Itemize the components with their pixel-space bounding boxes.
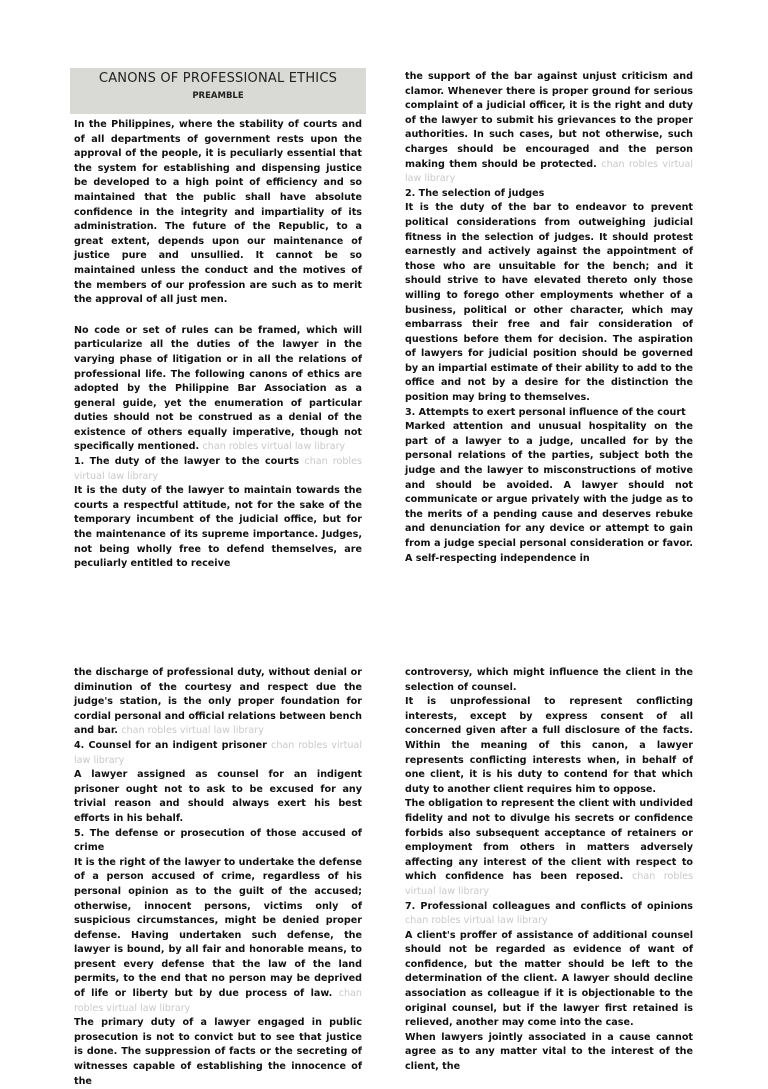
column-right [405,70,693,566]
paragraph: A client's proffer of assistance of additional counsel should not be regarded as evidence of want of confidence, but the matter should be left to the determination of the client. A lawyer should decline association as colleague if it is objectionable to the original counsel, but if the lawyer first retained is relieved, another may come into the case. [405,929,693,1029]
paragraph: When lawyers jointly associated in a cause cannot agree as to any matter vital to the interest of the client, the [405,1031,693,1073]
paragraph: It is unprofessional to represent conflicting interests, except by express consent of all concerned given after a full disclosure of the facts. Within the meaning of this canon, a lawyer represents conflicting interests when, in behalf of one client, it is his duty to contend for that which duty to another client requires him to oppose. [405,696,693,795]
paragraph: the discharge of professional duty, without denial or diminution of the courtesy and respect due the judge's station, is the only proper foundation for cordial personal and official relations between bench and bar. chan robles virtual law library [74,667,362,737]
paragraph: the support of the bar against unjust criticism and clamor. Whenever there is proper ground for serious complaint of a judicial officer, it is the right and duty of the lawyer to submit his grievances to the proper authorities. In such cases, but not otherwise, such charges should be encouraged and the person making them should be protected. chan robles virtual law library [405,71,693,185]
watermark-text: chan robles virtual law library [121,725,264,737]
column-right [405,666,693,1075]
watermark-text: chan robles virtual law library [74,456,362,482]
section-heading: 1. The duty of the lawyer to the courts chan robles virtual law library [74,456,362,482]
section-heading: 7. Professional colleagues and conflicts of opinions chan robles virtual law library [405,900,693,927]
paragraph: In the Philippines, where the stability of courts and of all departments of government rests upon the approval of the people, it is peculiarly essential that the system for establishing and dispensing justice be developed to a high point of efficiency and so maintained that the public shall have absolute confidence in the integrity and impartiality of its administration. The future of the Republic, to a great extent, depends upon our maintenance of justice pure and unsullied. It cannot be so maintained unless the conduct and the motives of the members of our profession are such as to merit the approval of all just men. [74,119,362,306]
title-box [70,68,366,114]
paragraph: The obligation to represent the client with undivided fidelity and not to divulge his secrets or confidence forbids also subsequent acceptance of retainers or employment from others in matters adversely affecting any interest of the client with respect to which confidence has been reposed. chan robles virtual law library [405,798,694,897]
column-left [74,118,362,572]
watermark-text: chan robles virtual law library [405,158,693,185]
paragraph: controversy, which might influence the client in the selection of counsel. [405,667,693,693]
watermark-text: chan robles virtual law library [405,915,548,927]
paragraph: No code or set of rules can be framed, which will particularize all the duties of the lawyer in the varying phase of litigation or in all the relations of professional life. The following canons of ethics are adopted by the Philippine Bar Association as a general guide, yet the enumeration of particular duties should not be construed as a denial of the existence of others equally imperative, though not specifically mentioned. chan robles virtual law library [74,324,362,453]
document-title: CANONS OF PROFESSIONAL ETHICS [98,71,338,86]
section-heading: 4. Counsel for an indigent prisoner chan robles virtual law library [74,739,362,766]
section-heading: 3. Attempts to exert personal influence of the court [405,406,686,418]
section-heading: 5. The defense or prosecution of those accused of crime [74,827,362,854]
document-subtitle: PREAMBLE [192,91,244,101]
watermark-text: chan robles virtual law library [405,871,694,897]
paragraph: It is the right of the lawyer to undertake the defense of a person accused of crime, regardless of his personal opinion as to the guilt of the accused; otherwise, innocent persons, victims only of suspicious circumstances, might be denied proper defense. Having undertaken such defense, the lawyer is bound, by all fair and honorable means, to present every defense that the law of the land permits, to the end that no person may be deprived of life or liberty but by due process of law. chan robles virtual law library [74,856,363,1014]
watermark-text: chan robles virtual law library [74,739,362,766]
paragraph: It is the duty of the lawyer to maintain towards the courts a respectful attitude, not for the sake of the temporary incumbent of the judicial office, but for the maintenance of its supreme importance. Judges, not being wholly free to defend themselves, are peculiarly entitled to receive [74,485,362,570]
document-page-2 [0,662,768,1087]
paragraph: The primary duty of a lawyer engaged in public prosecution is not to convict but to see that justice is done. The suppression of facts or the secreting of witnesses capable of establishing the innocence of the [74,1017,362,1087]
paragraph: A lawyer assigned as counsel for an indigent prisoner ought not to ask to be excused for any trivial reason and should always exert his best efforts in his behalf. [74,769,362,824]
watermark-text: chan robles virtual law library [202,441,346,453]
column-left [74,666,362,1089]
paragraph: It is the duty of the bar to endeavor to prevent political considerations from outweighing judicial fitness in the selection of judges. It should protest earnestly and actively against the appointment of those who are unsuitable for the bench; and it should strive to have elevated thereto only those willing to forego other employments whether of a business, political or other character, which may embarrass their free and fair consideration of questions before them for decision. The aspiration of lawyers for judicial position should be governed by an impartial estimate of their ability to add to the office and not by a desire for the distinction the position may bring to themselves. [405,202,693,404]
section-heading: 2. The selection of judges [405,187,545,199]
watermark-text: chan robles virtual law library [74,988,363,1014]
paragraph: Marked attention and unusual hospitality on the part of a lawyer to a judge, uncalled for by the personal relations of the parties, subject both the judge and the lawyer to misconstructions of motive and should be avoided. A lawyer should not communicate or argue privately with the judge as to the merits of a pending cause and deserves rebuke and denunciation for any device or attempt to gain from a judge special personal consideration or favor. A self-respecting independence in [405,421,693,564]
